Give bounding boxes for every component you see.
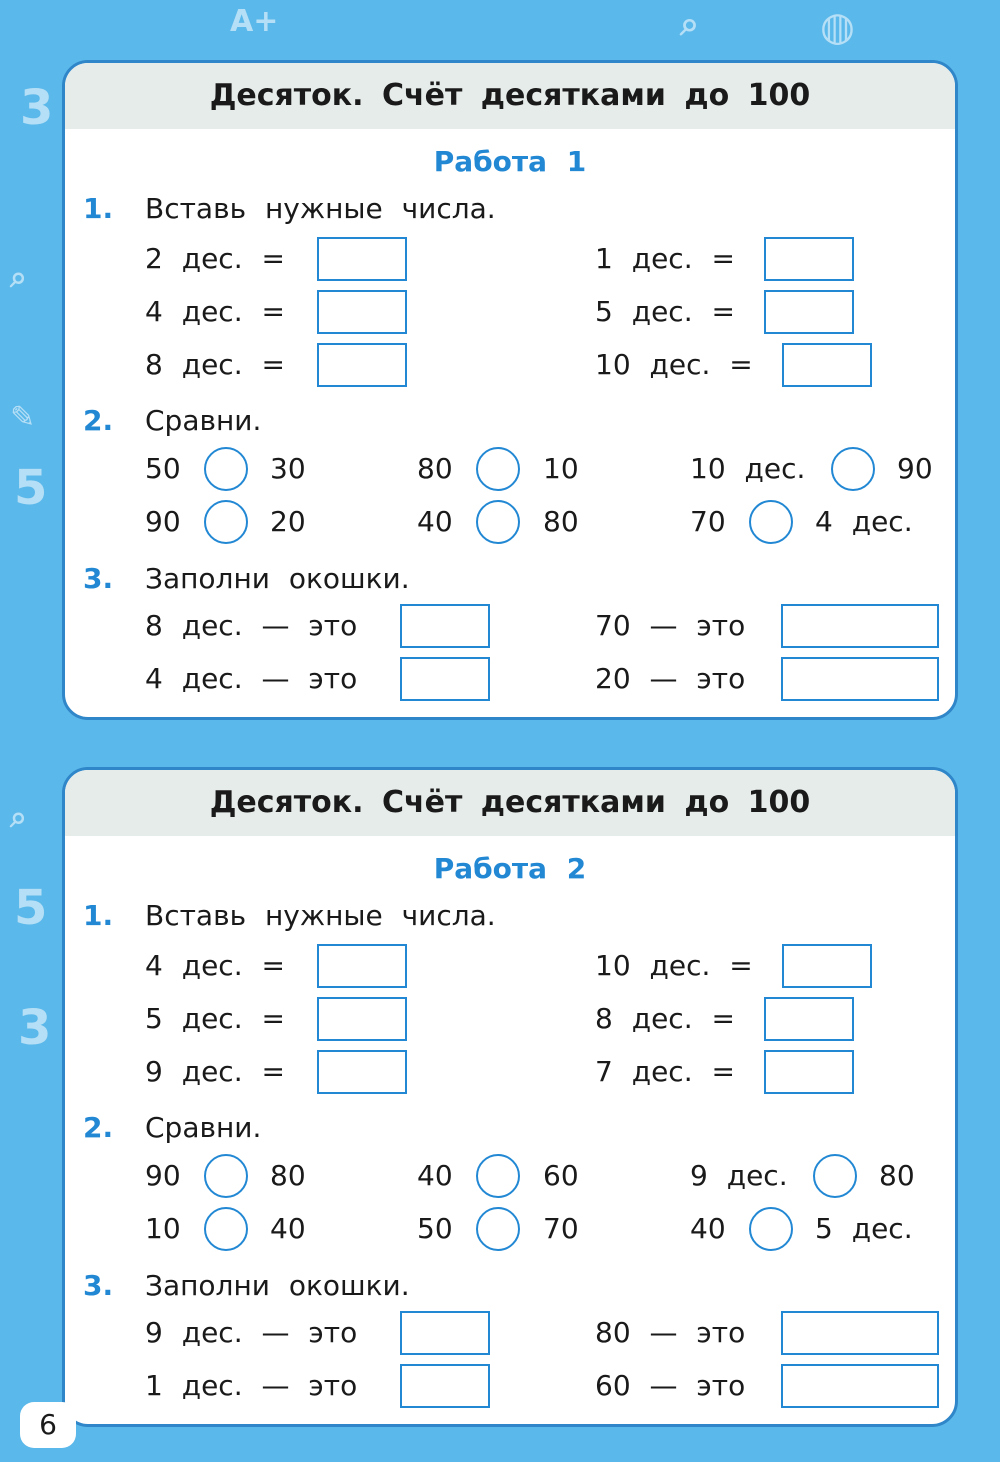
compare-right: 80 (270, 1159, 306, 1192)
background-doodle-icon: ⌕ (10, 800, 27, 835)
task-number: 2. (83, 1111, 114, 1144)
compare-right: 4 дес. (815, 505, 913, 538)
compare-circle[interactable] (204, 1207, 248, 1251)
fill-label: 8 дес. — это (145, 609, 358, 642)
equation-label: 7 дес. = (595, 1055, 735, 1088)
compare-circle[interactable] (476, 447, 520, 491)
background-doodle-icon: ◍ (820, 4, 855, 50)
background-doodle-icon: 3 (18, 1000, 52, 1056)
compare-left: 9 дес. (690, 1159, 788, 1192)
answer-box[interactable] (317, 343, 407, 387)
background-doodle-icon: 5 (14, 880, 48, 936)
task-title: Заполни окошки. (145, 562, 410, 595)
compare-left: 40 (417, 505, 453, 538)
compare-right: 90 (897, 452, 933, 485)
compare-right: 10 (543, 452, 579, 485)
answer-box[interactable] (782, 944, 872, 988)
answer-box[interactable] (317, 290, 407, 334)
compare-left: 80 (417, 452, 453, 485)
background-doodle-icon: ⌕ (10, 260, 27, 295)
fill-label: 60 — это (595, 1369, 746, 1402)
answer-box[interactable] (400, 1364, 490, 1408)
answer-box[interactable] (400, 604, 490, 648)
compare-left: 90 (145, 1159, 181, 1192)
compare-left: 10 (145, 1212, 181, 1245)
answer-box[interactable] (781, 657, 939, 701)
background-doodle-icon: A+ (230, 4, 279, 39)
equation-label: 4 дес. = (145, 949, 285, 982)
equation-label: 4 дес. = (145, 295, 285, 328)
compare-circle[interactable] (476, 1154, 520, 1198)
compare-right: 20 (270, 505, 306, 538)
task-number: 3. (83, 562, 114, 595)
worksheet-card-2 (62, 767, 958, 1427)
compare-circle[interactable] (204, 447, 248, 491)
answer-box[interactable] (317, 997, 407, 1041)
answer-box[interactable] (400, 657, 490, 701)
work-title: Работа 1 (433, 145, 587, 178)
equation-label: 5 дес. = (595, 295, 735, 328)
compare-right: 60 (543, 1159, 579, 1192)
background-doodle-icon: ✎ (10, 400, 36, 435)
answer-box[interactable] (782, 343, 872, 387)
task-number: 1. (83, 192, 114, 225)
compare-circle[interactable] (204, 1154, 248, 1198)
equation-label: 5 дес. = (145, 1002, 285, 1035)
page-number: 6 (20, 1402, 76, 1448)
worksheet-card-1 (62, 60, 958, 720)
compare-circle[interactable] (476, 500, 520, 544)
fill-label: 9 дес. — это (145, 1316, 358, 1349)
answer-box[interactable] (781, 1311, 939, 1355)
equation-label: 8 дес. = (145, 348, 285, 381)
compare-circle[interactable] (749, 500, 793, 544)
background-doodle-icon: 3 (20, 80, 54, 136)
answer-box[interactable] (764, 1050, 854, 1094)
compare-right: 40 (270, 1212, 306, 1245)
card-header: Десяток. Счёт десятками до 100 (65, 770, 955, 836)
task-title: Сравни. (145, 1111, 262, 1144)
compare-left: 40 (417, 1159, 453, 1192)
answer-box[interactable] (400, 1311, 490, 1355)
compare-left: 50 (145, 452, 181, 485)
compare-right: 70 (543, 1212, 579, 1245)
compare-right: 30 (270, 452, 306, 485)
compare-circle[interactable] (749, 1207, 793, 1251)
equation-label: 10 дес. = (595, 949, 753, 982)
task-number: 1. (83, 899, 114, 932)
equation-label: 2 дес. = (145, 242, 285, 275)
fill-label: 70 — это (595, 609, 746, 642)
equation-label: 10 дес. = (595, 348, 753, 381)
task-title: Заполни окошки. (145, 1269, 410, 1302)
answer-box[interactable] (317, 1050, 407, 1094)
fill-label: 80 — это (595, 1316, 746, 1349)
card-header: Десяток. Счёт десятками до 100 (65, 63, 955, 129)
equation-label: 1 дес. = (595, 242, 735, 275)
task-number: 3. (83, 1269, 114, 1302)
task-title: Вставь нужные числа. (145, 899, 496, 932)
answer-box[interactable] (764, 290, 854, 334)
compare-left: 90 (145, 505, 181, 538)
answer-box[interactable] (317, 944, 407, 988)
compare-circle[interactable] (813, 1154, 857, 1198)
compare-left: 40 (690, 1212, 726, 1245)
compare-circle[interactable] (476, 1207, 520, 1251)
compare-circle[interactable] (831, 447, 875, 491)
answer-box[interactable] (764, 237, 854, 281)
equation-label: 9 дес. = (145, 1055, 285, 1088)
background-doodle-icon: 5 (14, 460, 48, 516)
answer-box[interactable] (764, 997, 854, 1041)
task-number: 2. (83, 404, 114, 437)
compare-left: 70 (690, 505, 726, 538)
task-title: Вставь нужные числа. (145, 192, 496, 225)
answer-box[interactable] (781, 1364, 939, 1408)
fill-label: 4 дес. — это (145, 662, 358, 695)
answer-box[interactable] (317, 237, 407, 281)
answer-box[interactable] (781, 604, 939, 648)
background-doodle-icon: ⌕ (680, 4, 700, 44)
compare-circle[interactable] (204, 500, 248, 544)
fill-label: 1 дес. — это (145, 1369, 358, 1402)
compare-right: 80 (543, 505, 579, 538)
compare-right: 80 (879, 1159, 915, 1192)
fill-label: 20 — это (595, 662, 746, 695)
compare-right: 5 дес. (815, 1212, 913, 1245)
equation-label: 8 дес. = (595, 1002, 735, 1035)
task-title: Сравни. (145, 404, 262, 437)
compare-left: 50 (417, 1212, 453, 1245)
work-title: Работа 2 (433, 852, 587, 885)
compare-left: 10 дес. (690, 452, 806, 485)
